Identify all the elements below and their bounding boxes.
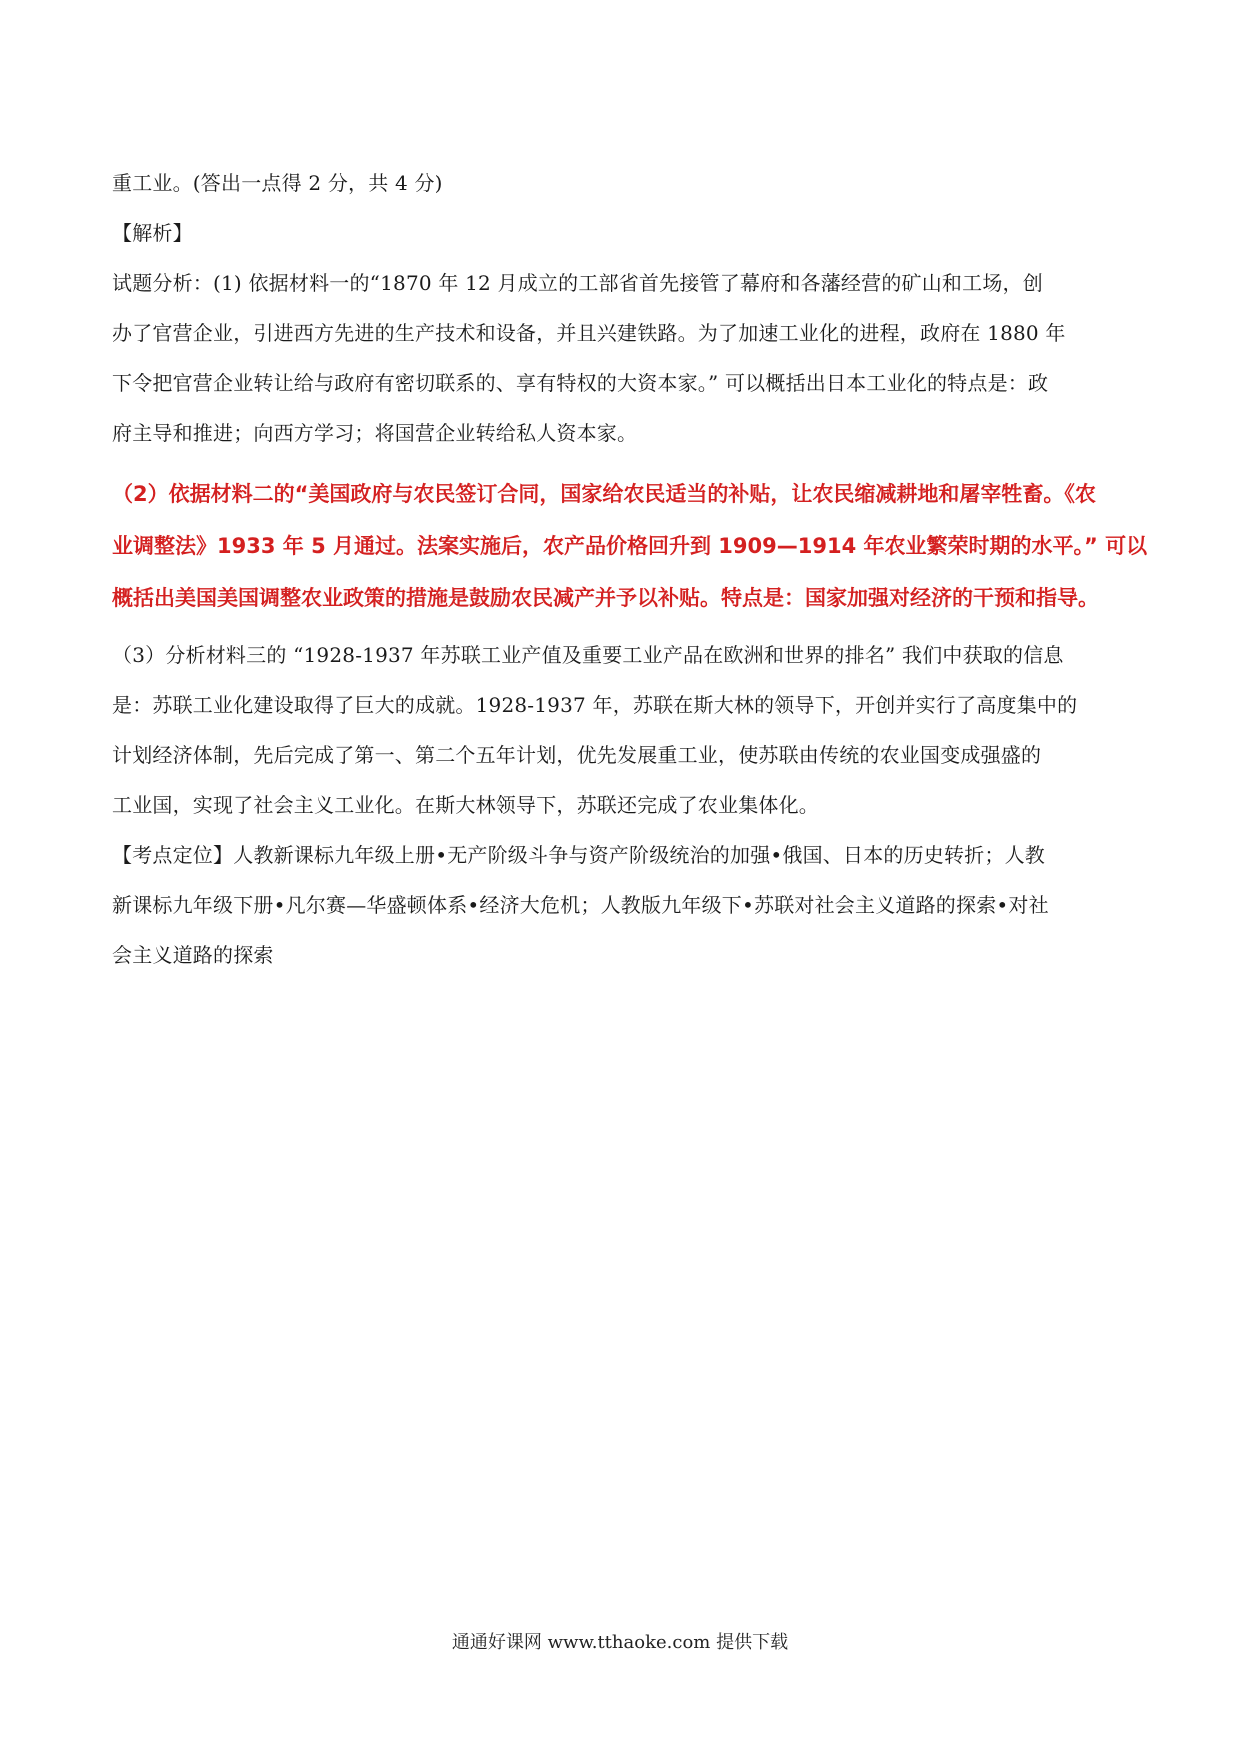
analysis-part-2-highlighted: [112, 468, 1148, 624]
analysis-1-line: 下令把官营企业转让给与政府有密切联系的、享有特权的大资本家。” 可以概括出日本工业化的特点是：政: [112, 371, 1049, 395]
document-body: [112, 158, 1148, 980]
exam-point-line: 会主义道路的探索: [112, 943, 274, 967]
analysis-part-3: [112, 630, 1132, 830]
analysis-1-line: 办了官营企业，引进西方先进的生产技术和设备，并且兴建铁路。为了加速工业化的进程，政府在 1880 年: [112, 321, 1066, 345]
exam-point-section: [112, 830, 1132, 980]
analysis-3-line: 是：苏联工业化建设取得了巨大的成就。1928-1937 年，苏联在斯大林的领导下，开创并实行了高度集中的: [112, 693, 1078, 717]
exam-point-line: 新课标九年级下册•凡尔赛—华盛顿体系•经济大危机；人教版九年级下•苏联对社会主义道路的探索•对社: [112, 893, 1049, 917]
analysis-2-line: 业调整法》1933 年 5 月通过。法案实施后，农产品价格回升到 1909—1914 年农业繁荣时期的水平。” 可以: [112, 534, 1148, 558]
score-note-line: 重工业。(答出一点得 2 分，共 4 分): [112, 171, 443, 195]
analysis-part-1: [112, 258, 1132, 458]
analysis-2-line: 概括出美国美国调整农业政策的措施是鼓励农民减产并予以补贴。特点是：国家加强对经济的干预和指导。: [112, 586, 1099, 610]
analysis-1-line: 试题分析：(1) 依据材料一的“1870 年 12 月成立的工部省首先接管了幕府和各藩经营的矿山和工场，创: [112, 271, 1043, 295]
analysis-2-line: （2）依据材料二的“美国政府与农民签订合同，国家给农民适当的补贴，让农民缩减耕地和屠宰牲畜。《农: [112, 482, 1096, 506]
analysis-3-line: （3）分析材料三的 “1928-1937 年苏联工业产值及重要工业产品在欧洲和世界的排名” 我们中获取的信息: [112, 643, 1064, 667]
analysis-1-line: 府主导和推进；向西方学习；将国营企业转给私人资本家。: [112, 421, 638, 445]
analysis-3-line: 工业国，实现了社会主义工业化。在斯大林领导下，苏联还完成了农业集体化。: [112, 793, 819, 817]
page-footer: 通通好课网 www.tthaoke.com 提供下载: [451, 1632, 789, 1653]
exam-point-line: 【考点定位】人教新课标九年级上册•无产阶级斗争与资产阶级统治的加强•俄国、日本的历史转折；人教: [112, 843, 1045, 867]
analysis-heading: 【解析】: [112, 221, 193, 245]
analysis-3-line: 计划经济体制，先后完成了第一、第二个五年计划，优先发展重工业，使苏联由传统的农业国变成强盛的: [112, 743, 1042, 767]
